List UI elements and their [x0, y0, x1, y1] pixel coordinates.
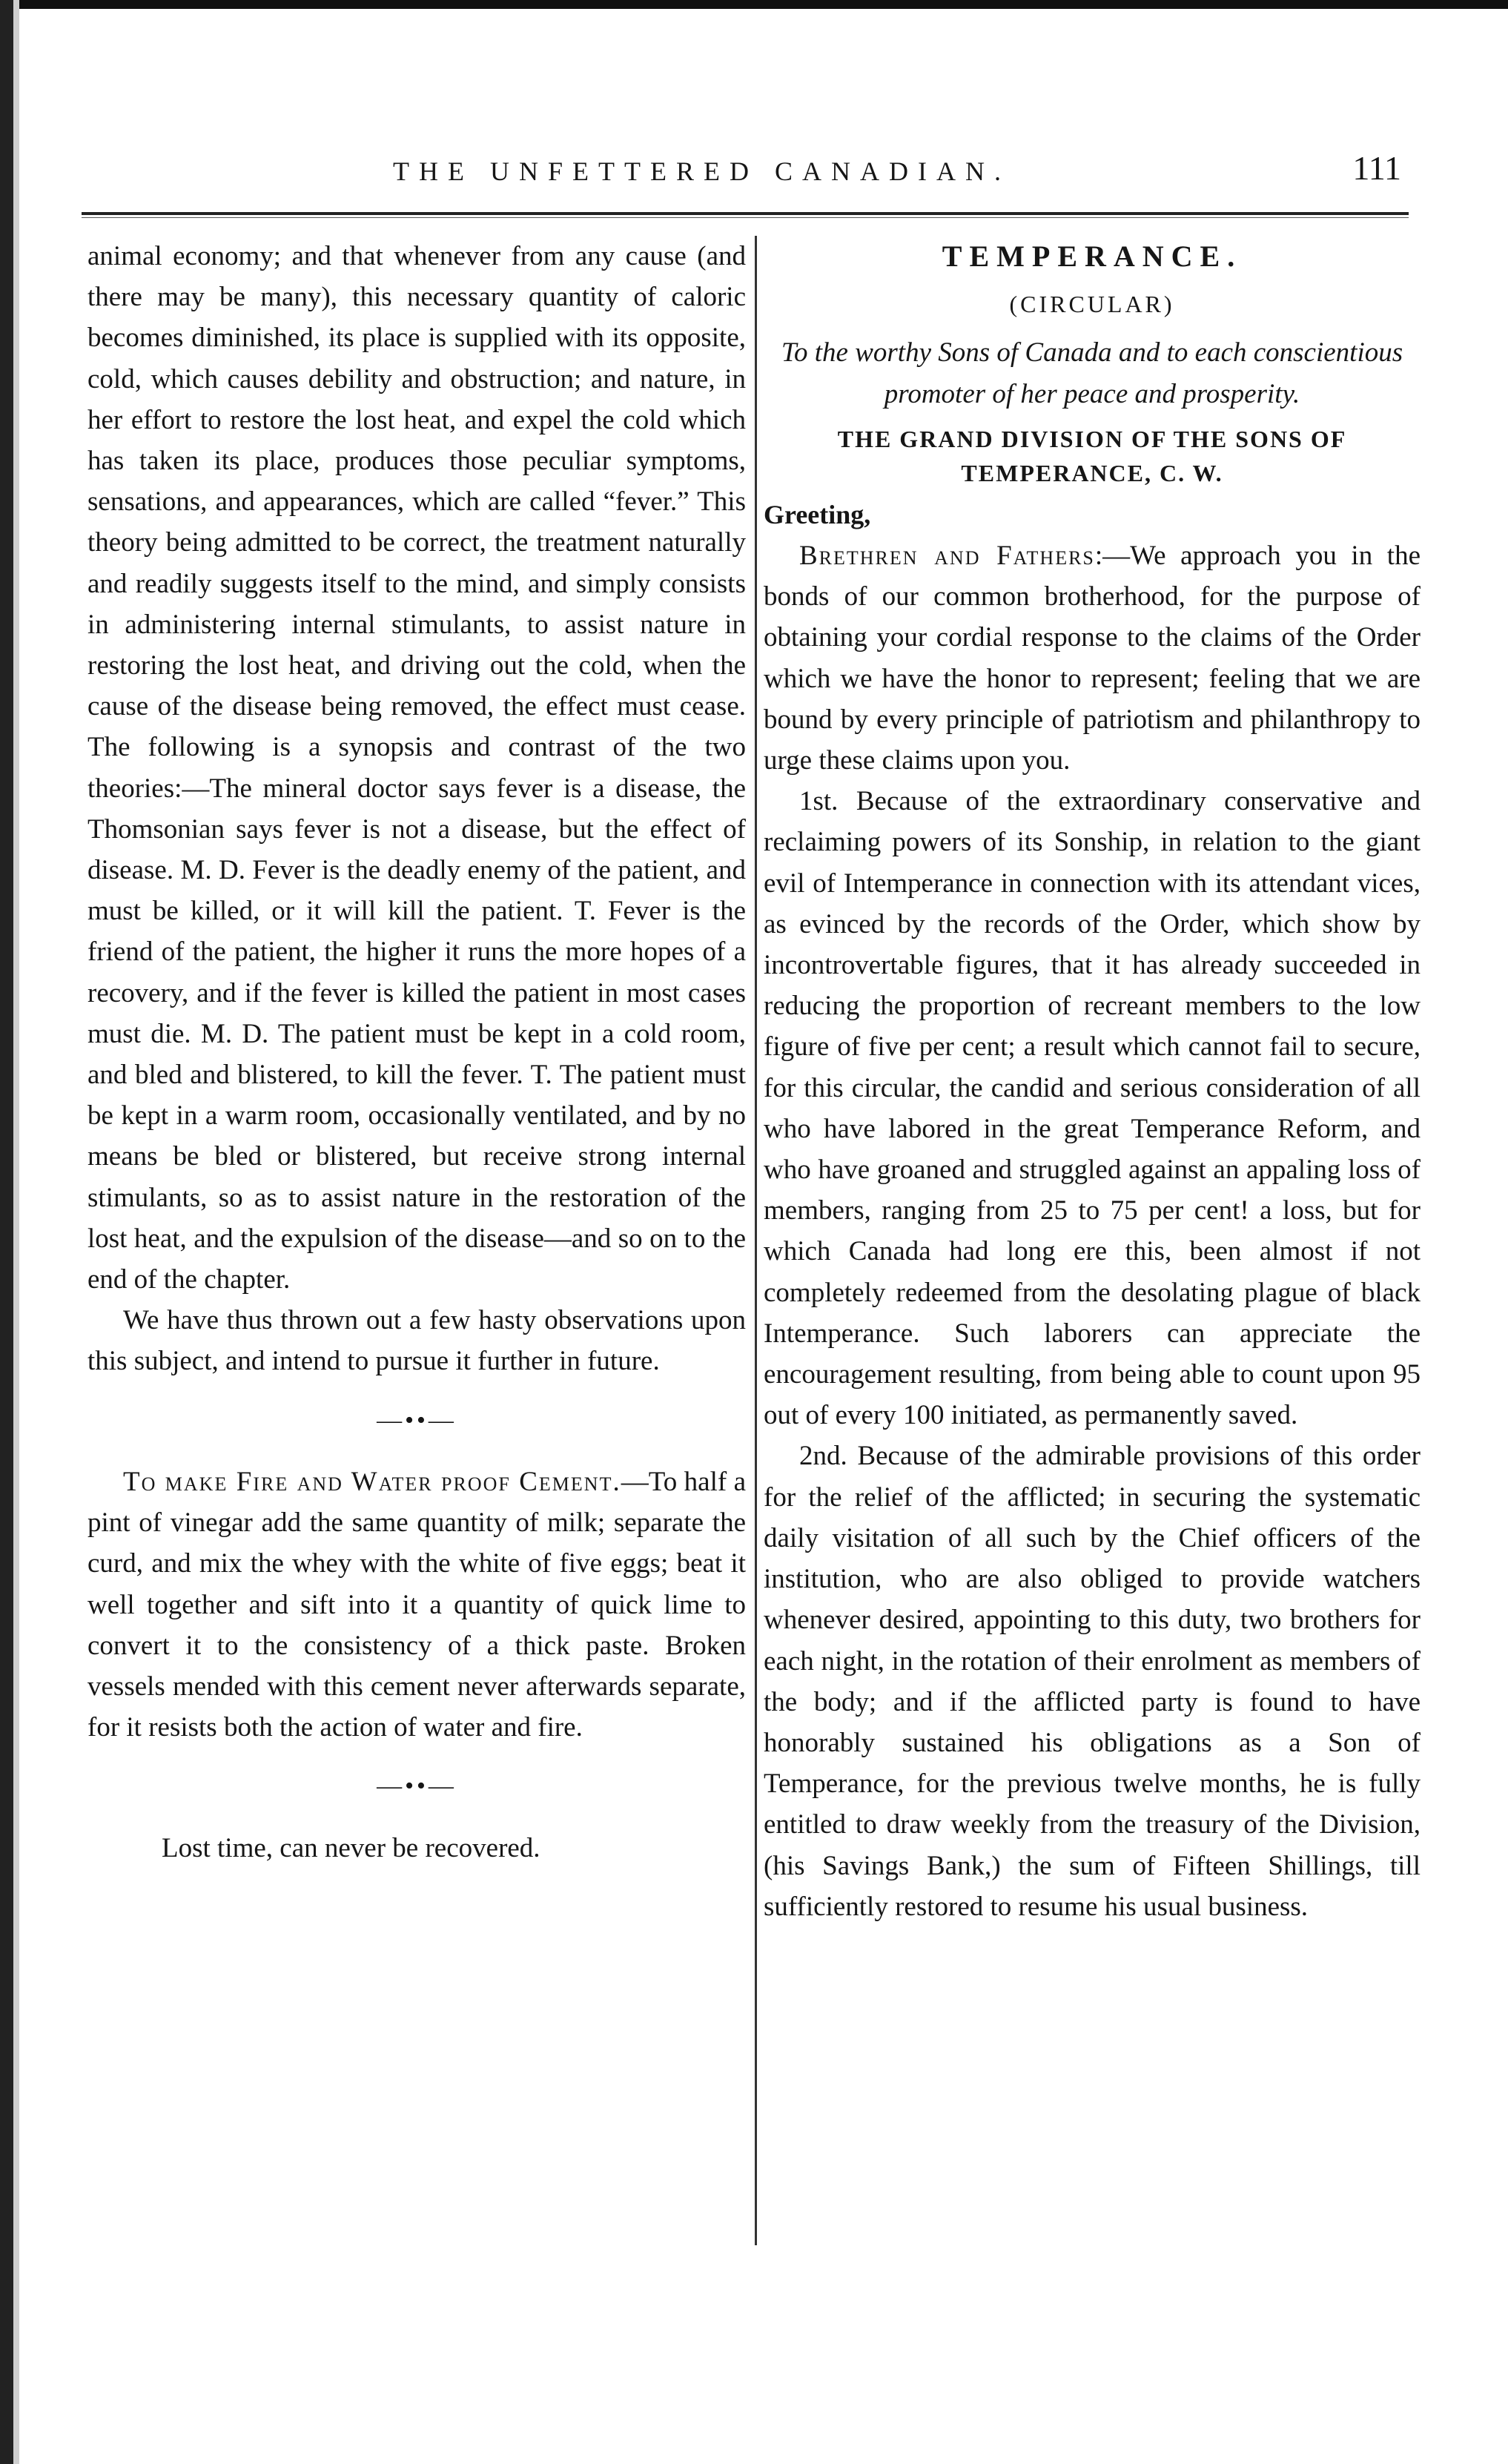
- division-name: THE GRAND DIVISION OF THE SONS OF TEMPERANCE, C. W.: [837, 425, 1347, 486]
- cement-recipe-body: —To half a pint of vinegar add the same quantity of milk; separate the curd, and mix the whey with the white of five eggs; beat it well together and sift into it a quantity of quick lime to convert it to the consistency of a thick paste. Broken vessels mended with this cement never afterwards separate, for it resists both the action of water and fire.: [87, 1466, 746, 1743]
- right-paragraph-1-text: :—We approach you in the bonds of our common brotherhood, for the purpose of obtaining your cordial response to the claims of the Order which we have the honor to represent; feeling that we are bound by every principle of patriotism and philanthropy to urge these claims upon you.: [764, 541, 1421, 776]
- scan-left-edge: [0, 0, 13, 2464]
- left-paragraph-1: animal economy; and that whenever from any cause (and there may be many), this necessary quantity of caloric becomes diminished, its place is supplied with its opposite, cold, which causes debility and obstruction; and nature, in her effort to restore the lost heat, and expel the cold which has taken its place, produces those peculiar symptoms, sensations, and appearances, which are called “fever.” This theory being admitted to be correct, the treatment naturally and readily suggests itself to the mind, and simply consists in administering internal stimulants, to assist nature in restoring the lost heat, and driving out the cold, when the cause of the disease being removed, the effect must cease. The following is a synopsis and contrast of the two theories:—The mineral doctor says fever is a disease, the Thomsonian says fever is not a disease, but the effect of disease. M. D. Fever is the deadly enemy of the patient, and must be killed, or it will kill the patient. T. Fever is the friend of the patient, the higher it runs the more hopes of a recovery, and if the fever is killed the patient in most cases must die. M. D. The patient must be kept in a cold room, and bled and blistered, to kill the fever. T. The patient must be kept in a warm room, occasionally ventilated, and by no means be bled or blistered, but receive strong internal stimulants, so as to assist nature in the restoration of the lost heat, and the expulsion of the disease—and so on to the end of the chapter.: [87, 241, 746, 1295]
- section-subtitle: (CIRCULAR): [1009, 291, 1175, 318]
- ornamental-divider-1: —••—: [377, 1406, 457, 1434]
- closing-line: Lost time, can never be recovered.: [162, 1832, 540, 1863]
- right-paragraph-2: 1st. Because of the extraordinary conservative and reclaiming powers of its Sonship, in relation to the giant evil of Intemperance in connection with its attendant vices, as evinced by the records of the Order, which show by incontrovertable figures, that it has already succeeded in reducing the proportion of recreant members to the low figure of five per cent; a result which cannot fail to secure, for this circular, the candid and serious consideration of all who have labored in the great Temperance Reform, and who have groaned and struggled against an appaling loss of members, ranging from 25 to 75 per cent! a loss, but for which Canada had long ere this, been almost if not completely redeemed from the desolating plague of black Intemperance. Such laborers can appreciate the encouragement resulting, from being able to count upon 95 out of every 100 initiated, as permanently saved.: [764, 786, 1421, 1431]
- header-rule: [82, 212, 1409, 215]
- scan-top-edge: [0, 0, 1508, 9]
- greeting: Greeting,: [764, 499, 871, 529]
- right-paragraph-3: 2nd. Because of the admirable provisions of this order for the relief of the afflicted; in securing the systematic daily visitation of all such by the Chief officers of the institution, who are also obliged to provide watchers whenever desired, appointing to this duty, two brothers for each night, in the rotation of their enrolment as members of the body; and if the afflicted party is found to have honorably sustained his obligations as a Son of Temperance, for the previous twelve months, he is fully entitled to draw weekly from the treasury of the Division, (his Savings Bank,) the sum of Fifteen Shillings, till sufficiently restored to resume his usual business.: [764, 1441, 1421, 1922]
- header-rule-thin: [82, 217, 1409, 218]
- dedication: To the worthy Sons of Canada and to each conscientious promoter of her peace and prosperity.: [781, 337, 1403, 409]
- running-title: THE UNFETTERED CANADIAN.: [393, 156, 1011, 186]
- right-paragraph-1: [764, 535, 1421, 781]
- right-column: [764, 236, 1421, 1927]
- column-divider: [755, 236, 757, 2245]
- page-header: [141, 148, 1416, 200]
- left-column: [87, 236, 746, 1869]
- cement-recipe-title: To make Fire and Water proof Cement.: [123, 1466, 621, 1497]
- section-heading: TEMPERANCE.: [942, 240, 1243, 273]
- scan-left-shadow: [13, 0, 19, 2464]
- left-paragraph-2: We have thus thrown out a few hasty observations upon this subject, and intend to pursue it further in future.: [87, 1305, 746, 1377]
- cement-recipe: [87, 1461, 746, 1748]
- page-number: 111: [1352, 149, 1401, 187]
- ornamental-divider-2: —••—: [377, 1772, 457, 1800]
- salutation: Brethren and Fathers: [799, 541, 1095, 572]
